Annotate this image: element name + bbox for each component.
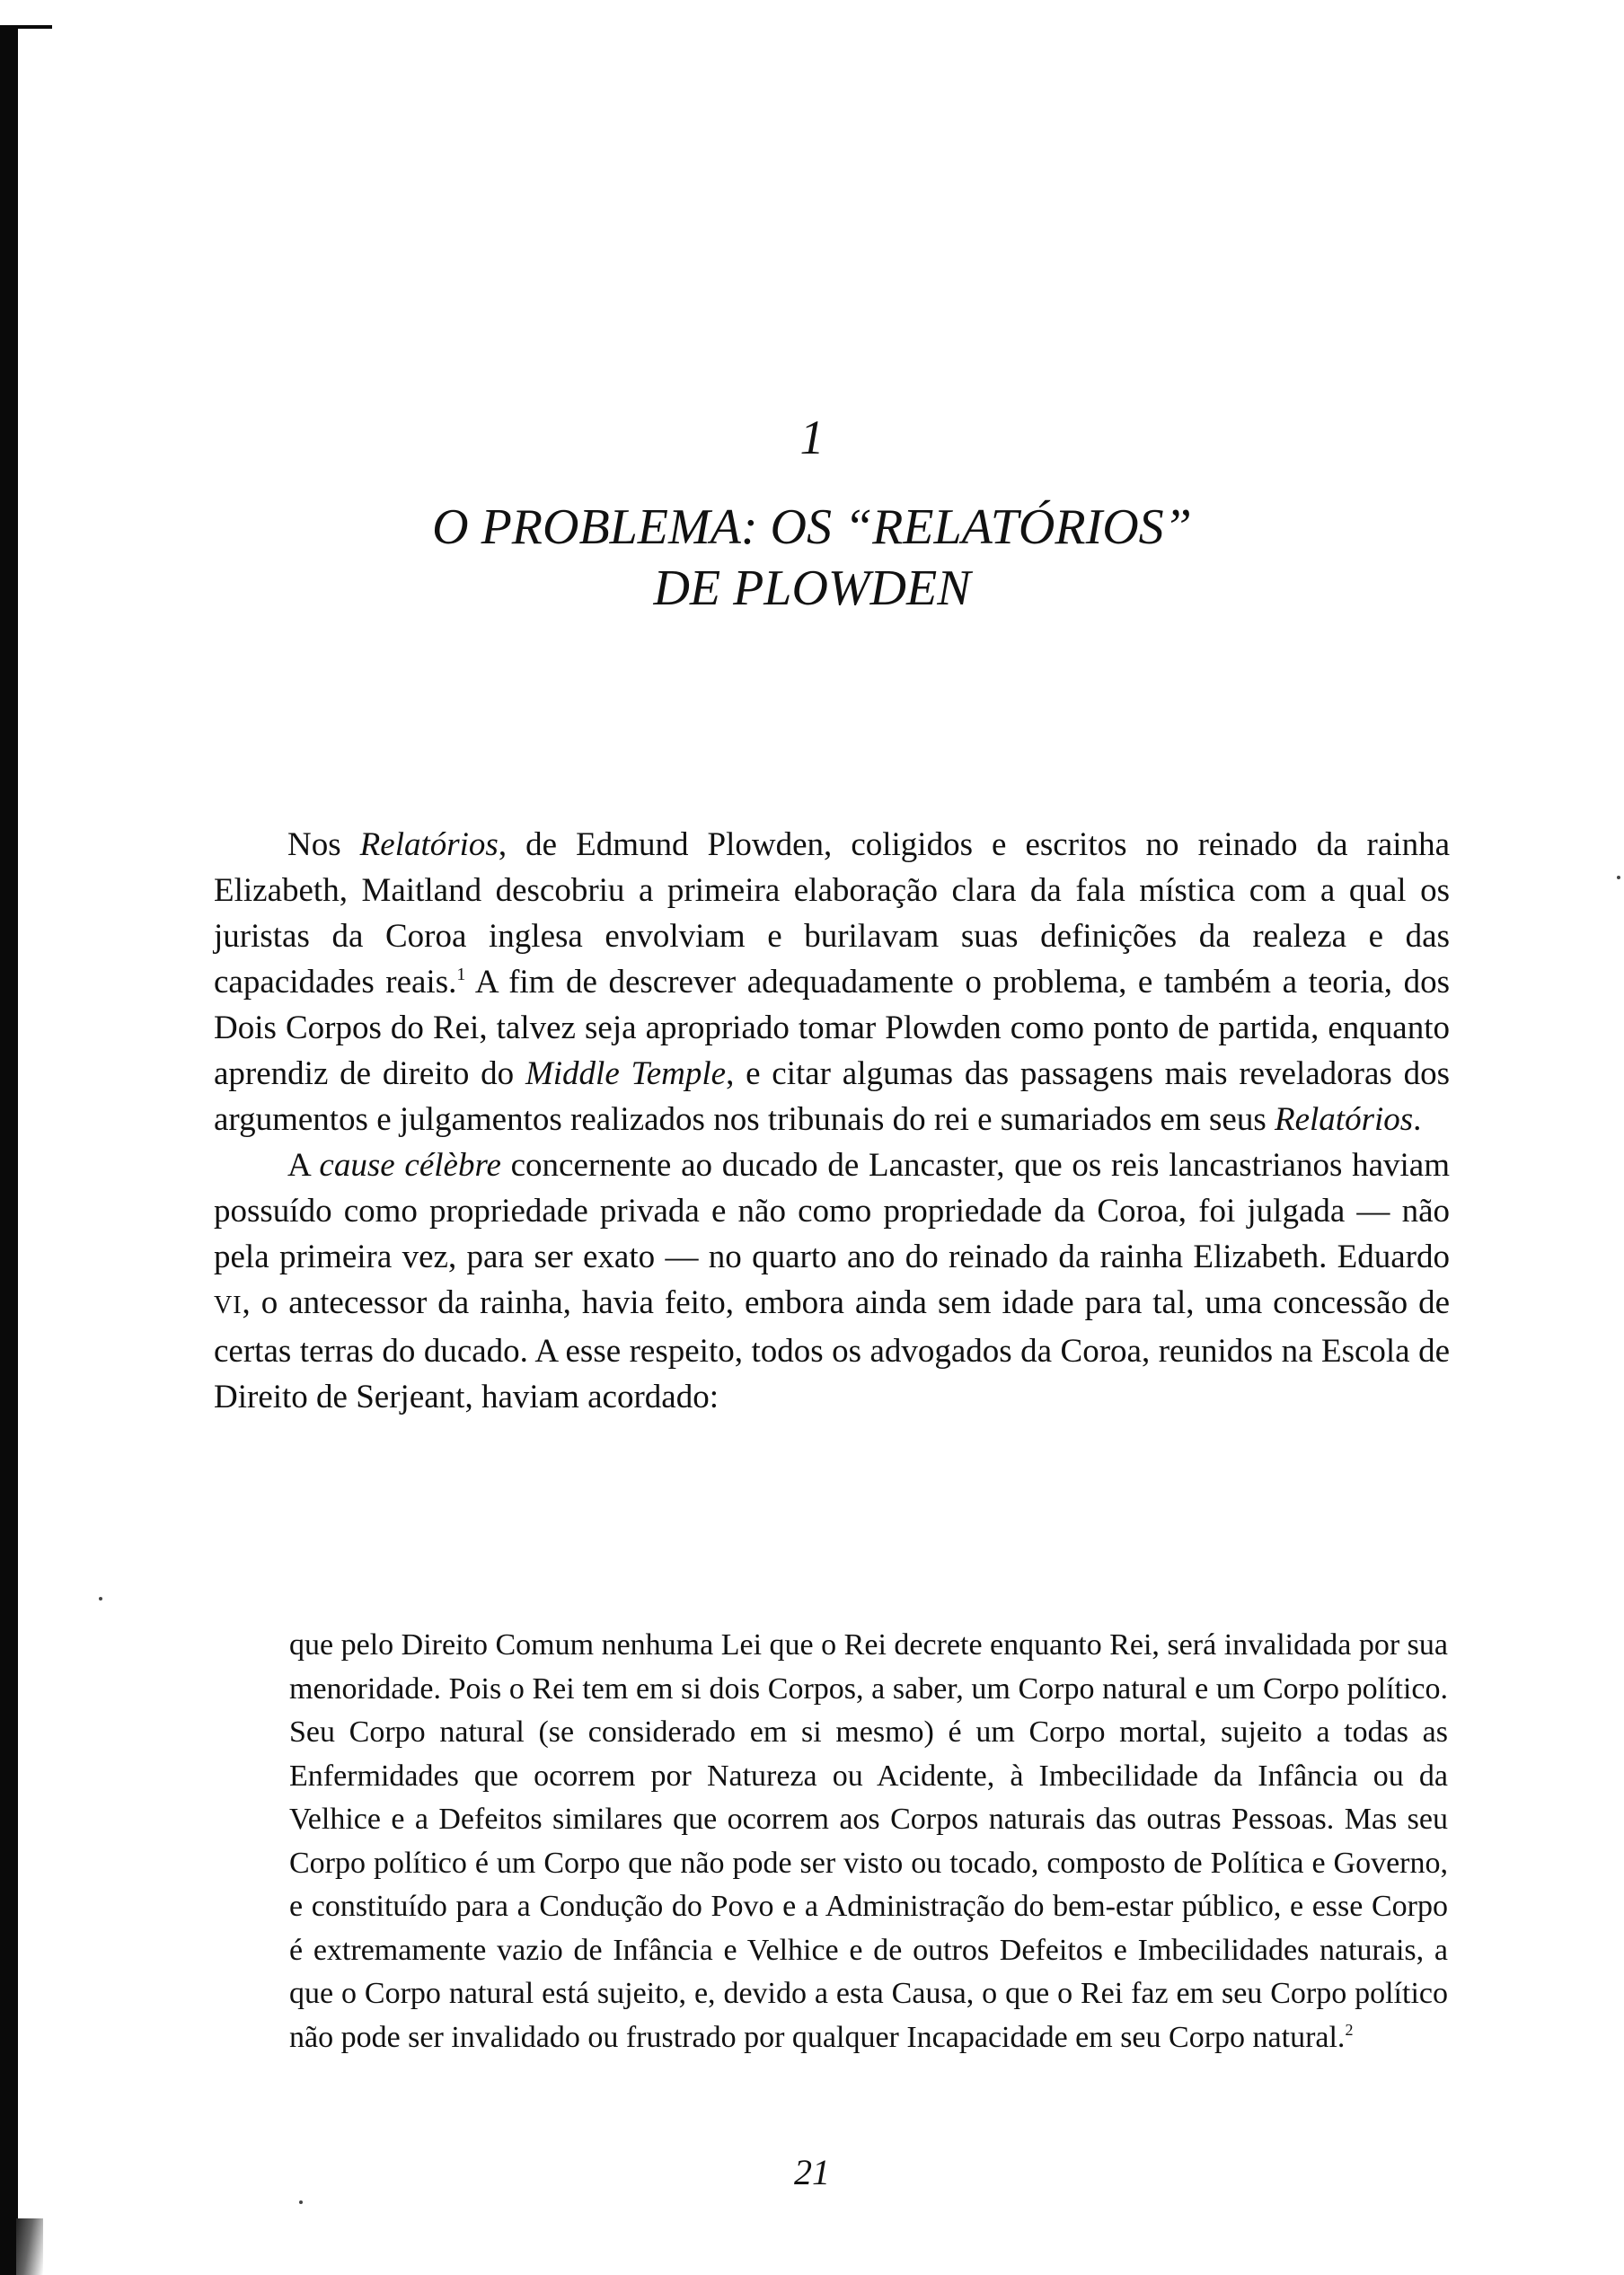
text-run: , o antecessor da rainha, havia feito, embora ainda sem idade para tal, uma concessão de certas terras do ducado. A esse respeito, todos os advogados da Coroa, reunidos na Escola de Direito de Serjeant, haviam acordado: xyxy=(214,1284,1450,1415)
text-run: , e citar algumas das passagens mais reveladoras dos argumentos e julgamentos realizados nos tribunais do rei e sumariados em seus xyxy=(214,1055,1450,1138)
paragraph-2 xyxy=(214,1142,1450,1420)
text-run: . xyxy=(1413,1101,1422,1138)
italic-run: Relatórios xyxy=(359,826,499,863)
chapter-title-line-2: DE PLOWDEN xyxy=(653,560,971,616)
chapter-title-line-1: O PROBLEMA: OS “RELATÓRIOS” xyxy=(432,499,1192,555)
text-run: concernente ao ducado de Lancaster, que os reis lancastrianos haviam possuído como propriedade privada e não como propriedade da Coroa, foi julgada — não pela primeira vez, para ser exato — no quarto ano do reinado da rainha Elizabeth. Eduardo xyxy=(214,1147,1450,1275)
quote-text: que pelo Direito Comum nenhuma Lei que o Rei decrete enquanto Rei, será invalidada por sua menoridade. Pois o Rei tem em si dois Corpos, a saber, um Corpo natural e um Corpo político. Seu Corpo natural (se considerado em si mesmo) é um Corpo mortal, sujeito a todas as Enfermidades que ocorrem por Natureza ou Acidente, à Imbecilidade da Infância ou da Velhice e a Defeitos similares que ocorrem aos Corpos naturais das outras Pessoas. Mas seu Corpo político é um Corpo que não pode ser visto ou tocado, composto de Política e Governo, e constituído para a Condução do Povo e a Administração do bem-estar público, e esse Corpo é extremamente vazio de Infância e Velhice e de outros Defeitos e Imbecilidades naturais, a que o Corpo natural está sujeito, e, devido a esta Causa, o que o Rei faz em seu Corpo político não pode ser invalidado ou frustrado por qualquer Incapacidade em seu Corpo natural. xyxy=(289,1628,1448,2054)
binding-shadow xyxy=(0,25,18,2275)
footnote-ref-1: 1 xyxy=(456,965,466,984)
chapter-title xyxy=(0,497,1624,619)
scan-speck xyxy=(99,1597,102,1600)
italic-run: Relatórios xyxy=(1274,1101,1414,1138)
text-run: A xyxy=(287,1147,320,1184)
block-quote xyxy=(289,1624,1448,2059)
text-run: , de Edmund Plowden, coligidos e escritos no reinado da rainha Elizabeth, Maitland descobriu a primeira elaboração clara da fala mística com a qual os juristas da Coroa inglesa envolviam e burilavam suas definições da realeza e das capacidades reais. xyxy=(214,826,1450,1001)
page-number: 21 xyxy=(794,2152,830,2192)
italic-run: cause célèbre xyxy=(319,1147,501,1184)
roman-numeral: VI xyxy=(214,1292,243,1319)
text-run: A fim de descrever adequadamente o problema, e também a teoria, dos Dois Corpos do Rei, talvez seja apropriado tomar Plowden como ponto de partida, enquanto aprendiz de direito do xyxy=(214,964,1450,1092)
paragraph-1 xyxy=(214,822,1450,1142)
body-text xyxy=(214,822,1450,1420)
binding-shadow-foot xyxy=(16,2218,43,2275)
scan-speck xyxy=(1617,876,1620,879)
footnote-ref-2: 2 xyxy=(1345,2020,1354,2039)
italic-run: Middle Temple xyxy=(525,1055,727,1092)
text-run: Nos xyxy=(287,826,360,863)
binding-shadow-top xyxy=(0,25,52,29)
scan-speck xyxy=(299,2200,303,2204)
chapter-number: 1 xyxy=(799,410,825,464)
